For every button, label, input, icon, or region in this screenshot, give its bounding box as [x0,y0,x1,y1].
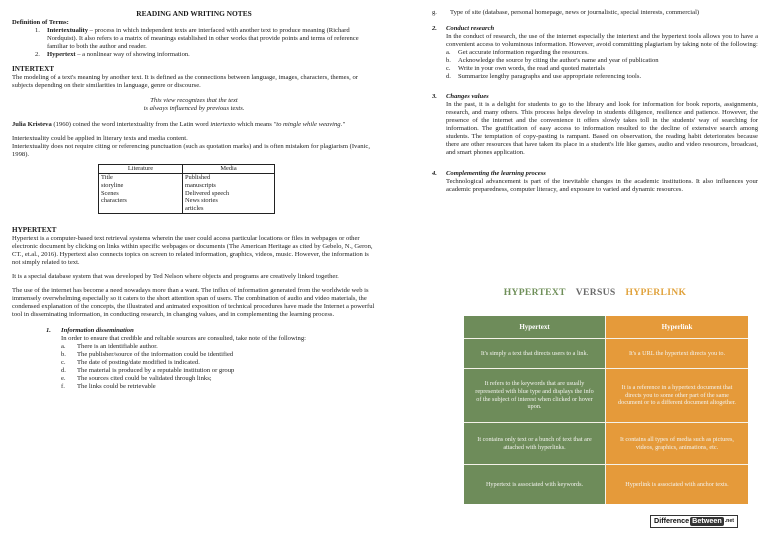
list-item [61,351,376,359]
intertext-paragraph: Intertextuality does not require citing or referencing punctuation (such as quotation marks) and is often mistaken for plagiarism (Ivanic, 1998). [12,143,370,159]
difference-between-logo [650,515,738,528]
list-item [446,49,758,57]
list-letter: b. [446,57,451,65]
hypertext-cell: Hypertext is associated with keywords. [464,464,606,504]
hyperlink-cell: It contains all types of media such as pictures, videos, graphics, animations, etc. [606,422,748,464]
section-title: Conduct research [446,25,495,33]
hypertext-cell: It contains only text or a bunch of text that are attached with hyperlinks. [464,422,606,464]
hypertext-heading: HYPERTEXT [12,226,57,235]
literature-media-table [98,164,275,214]
table-cell-line: News stories [185,197,218,205]
list-item [61,375,376,383]
table-header-media: Media [183,165,275,174]
section-title: Changes values [446,93,489,101]
list-letter: f. [61,383,65,391]
kristeva-text: which means [235,121,274,129]
table-cell-line: manuscripts [185,181,216,189]
kristeva-paragraph [12,121,376,129]
list-letter: c. [61,359,66,367]
hypertext-cell: It's simply a text that directs users to a link. [464,338,606,368]
list-text: The links could be retrievable [77,383,156,391]
list-item [61,367,376,375]
comparison-title [464,287,726,299]
definition-body: – a nonlinear way of showing information. [75,51,190,59]
learning-process-body: Technological advancement is part of the inevitable changes in the academic institutions. It also influences your academic preparedness, computer literacy, and exposure to varied and dynamic resources. [446,177,758,193]
intertext-paragraph: The modeling of a text's meaning by another text. It is defined as the connections between language, images, characters, themes, or subjects depending on their similarities in language, genre or discourse. [12,73,358,89]
intertext-heading: INTERTEXT [12,65,55,74]
hypertext-cell: It refers to the keywords that are usually represented with blue type and displays the info of the subject of interest when clicked or hover upon. [464,368,606,422]
hypertext-header: Hypertext [464,316,606,338]
hyperlink-cell: It is a reference in a hypertext document that directs you to some other part of the same document or to a different document altogether. [606,368,748,422]
conduct-research-intro: In the conduct of research, the use of the internet especially the intertext and the hypertext tools allows you to have a convenient access to voluminous information. However, avoid committing plagiarism by taking note of the following: [446,33,758,49]
definition-term: Intertextuality [47,27,89,35]
table-cell-line: Scenes [101,189,119,197]
table-cell-line: storyline [101,181,124,189]
list-letter: e. [61,375,66,383]
definition-item [35,51,376,59]
section-title: Complementing the learning process [446,169,546,177]
info-dissemination-intro: In order to ensure that credible and reliable sources are consulted, take note of the following: [61,335,306,343]
hypertext-paragraph: It is a special database system that was developed by Ted Nelson where objects and programs are creatively linked together. [12,273,339,280]
definition-item [35,27,376,51]
section-number: 2. [432,25,437,33]
conduct-research-heading [432,25,758,33]
changes-values-body: In the past, it is a delight for students to go to the library and look for information for book reports, assignments, research, and many others. This process helps develop in students diligence, resilience and patience. However, the presence of the internet and the convenience it offers slowly takes toll in the students' way of searching for information. The gratification of easy access to information resulted to the decline of extensive search among students. The temptation of copy-pasting is rampant. Based on observation, the reading habit deteriorates because there are other resources that have taken its place in a student's life like games, audio and video resources, broadcast, and smart phones application. [446,101,758,157]
list-item [446,73,758,81]
latin-word: intertexto [210,121,236,129]
definition-text [47,27,376,51]
intertext-paragraph: Intertextuality could be applied in literary texts and media content. [12,135,188,143]
list-item [61,343,376,351]
table-cell-line: characters [101,197,127,205]
credibility-list [61,343,376,391]
list-letter: d. [446,73,451,81]
list-item [61,359,376,367]
learning-process-heading [432,170,758,178]
definitions-list [35,27,376,59]
list-item [61,383,376,391]
title-hyperlink: HYPERLINK [625,287,687,298]
intertext-quote [12,97,376,113]
hyperlink-header: Hyperlink [606,316,748,338]
list-text: Get accurate information regarding the resources. [458,49,589,57]
list-item [432,9,758,17]
logo-part: Between [692,516,722,525]
list-item [446,57,758,65]
list-text: The date of posting/date modified is indicated. [77,359,200,367]
right-column [432,9,758,194]
section-title: Information dissemination [61,327,134,335]
latin-meaning: "to mingle while weaving." [273,121,345,129]
kristeva-text: (1960) coined the word intertextuality from the Latin word [51,121,211,129]
definition-text [47,51,190,59]
list-letter: a. [61,343,66,351]
definition-term: Hypertext [47,51,76,59]
logo-part: .net [724,518,734,525]
list-text: Write in your own words, the read and quoted materials [458,65,605,73]
left-column [12,9,376,391]
list-letter: d. [61,367,66,375]
info-dissemination-heading [46,327,376,335]
section-number: 1. [46,327,51,335]
hyperlink-cell: Hyperlink is associated with anchor texts. [606,464,748,504]
changes-values-heading [432,93,758,101]
definition-body: – process in which independent texts are interfaced with another text to produce meaning (Richard Nordquist). It also refers to a matrix of meanings established in other works that provide points and terms of reference familiar to both the author and reader. [47,27,359,51]
definition-number: 1. [35,27,40,35]
title-versus: VERSUS [575,287,616,298]
list-letter: g. [432,9,437,16]
page-title: READING AND WRITING NOTES [136,9,252,18]
media-cell [183,174,275,214]
kristeva-name: Julia Kristeva [12,121,52,129]
table-cell-line: Delivered speech [185,189,230,197]
hypertext-paragraph: Hypertext is a computer-based text retrieval systems wherein the user could access particular locations or files in webpages or other electronic document by clicking on links within specific webpages or documents (The American Heritage as cited by Gebelo, N., Geron, CT., et.al., 2016). Hypertext also connects topics on screen to related information, graphics, videos, music. However, the information is not simply related to text. [12,234,373,266]
list-text: The publisher/source of the information could be identified [77,351,234,359]
list-item [446,65,758,73]
table-header-literature: Literature [99,165,183,174]
comparison-table [464,316,748,538]
quote-line: This view recognizes that the text [150,97,238,105]
list-text: Type of site (database, personal homepage, news or journalistic, special interests, commercial) [450,9,700,16]
list-text: Summarize lengthy paragraphs and use appropriate referencing tools. [458,73,642,81]
quote-line: is always influenced by previous texts. [143,105,245,113]
literature-cell [99,174,183,214]
definitions-heading: Definition of Terms: [12,19,69,27]
plagiarism-list [446,49,758,81]
list-letter: a. [446,49,451,57]
title-hypertext: HYPERTEXT [503,287,566,298]
site-type-list [432,9,758,17]
list-letter: c. [446,65,451,73]
logo-part: Difference [654,516,690,525]
definition-number: 2. [35,51,40,59]
list-text: There is an identifiable author. [77,343,158,351]
table-cell-line: articles [185,205,204,213]
list-text: The material is produced by a reputable institution or group [77,367,235,375]
table-cell-line: Title [101,174,113,182]
list-letter: b. [61,351,66,359]
hyperlink-cell: It's a URL the hypertext directs you to. [606,338,748,368]
hypertext-paragraph: The use of the internet has become a need nowadays more than a want. The influx of information generated from the worldwide web is immensely overwhelming especially so it caters to the short attention span of users. The combination of audio and video materials, the condensed explanation of the concepts, the illustrated and animated exposition of technical procedures have made the Internet a powerful tool in disseminating information, in conducting research, in changing values, and in complementing the learning process. [12,287,375,319]
section-number: 4. [432,169,437,177]
table-cell-line: Published [185,174,211,182]
list-text: The sources cited could be validated through links; [77,375,212,383]
list-text: Acknowledge the source by citing the author's name and year of publication [458,57,659,65]
section-number: 3. [432,93,437,101]
